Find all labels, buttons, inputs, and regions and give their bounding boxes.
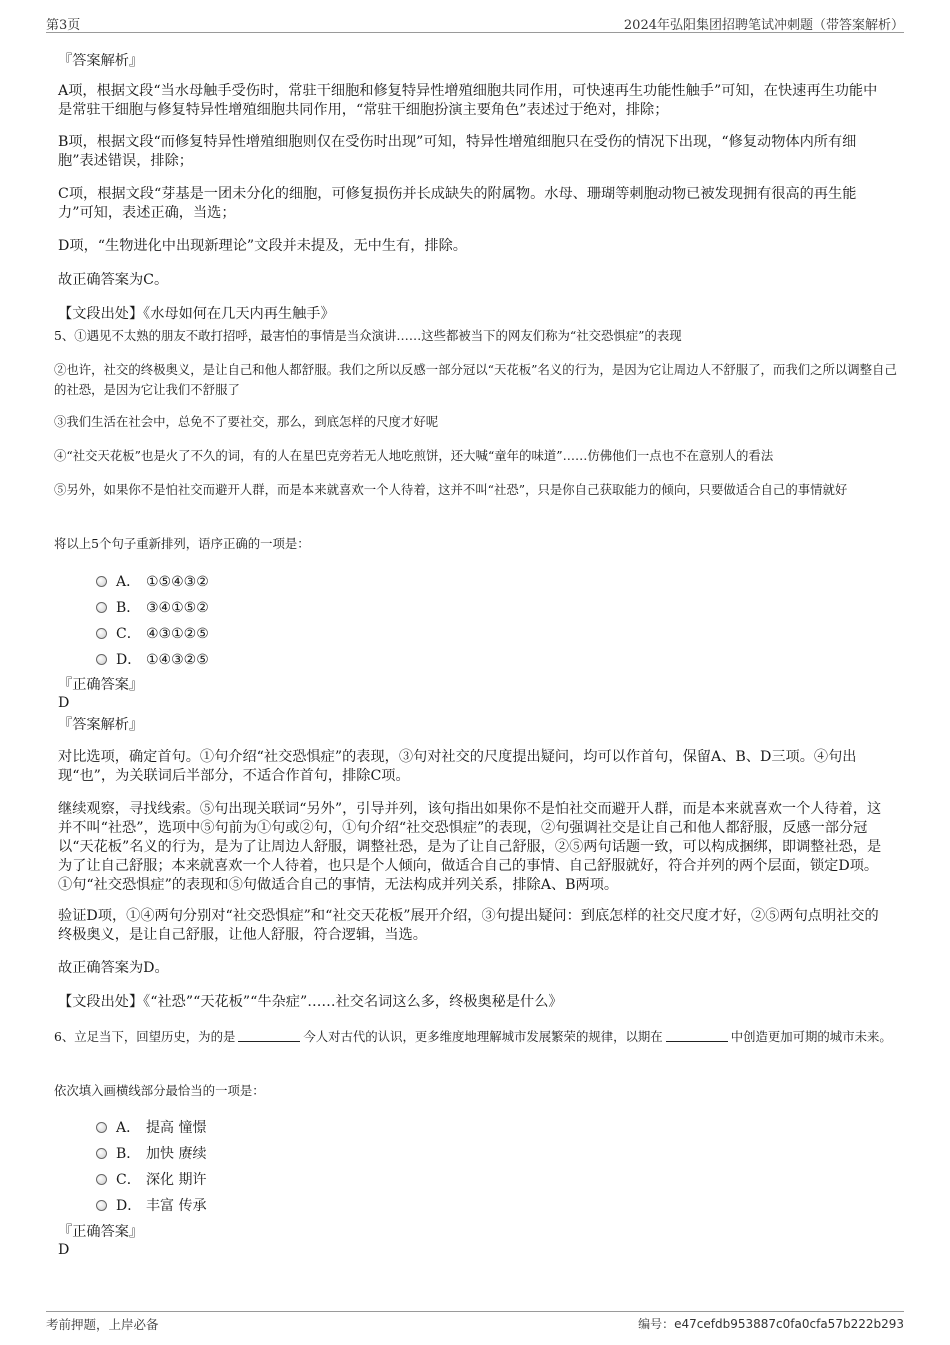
q5-analysis-para-2: 继续观察，寻找线索。⑤句出现关联词“另外”，引导并列，该句指出如果你不是怕社交而避开人群，而是本来就喜欢一个人待着，这并不叫“社恐”，选项中⑤句前为①句或②句，①句介绍“社交恐惧症”的表现，②句强调社交是让自己和他人都舒服，反感一部分冠以“天花板”名义的行为，是为了让周边人舒服，调整社恐，是为了让自己舒服，②⑤两句话题一致，可以构成捆绑，即调整社恐，是为了让自己舒服；本来就喜欢一个人待着，也只是个人倾向，做适合自己的事情、自己舒服就好，符合并列的两个层面，锁定D项。①句“社交恐惧症”的表现和⑤句做适合自己的事情，无法构成并列关系，排除A、B两项。: [58, 801, 882, 893]
q4-analysis-option-a: A项，根据文段“当水母触手受伤时，常驻干细胞和修复特异性增殖细胞共同作用，可快速再生功能性触手”可知，在快速再生功能中是常驻干细胞与修复特异性增殖细胞共同作用，“常驻干细胞扮演主要角色”表述过于绝对，排除；: [58, 83, 878, 118]
document-title: 2024年弘阳集团招聘笔试冲刺题（带答案解析）: [623, 18, 904, 33]
q5-option-c[interactable]: C． ④③①②⑤: [96, 623, 209, 643]
radio-circle-icon[interactable]: [96, 576, 107, 587]
q6-option-d[interactable]: D． 丰富 传承: [96, 1195, 206, 1215]
q4-analysis-option-c: C项，根据文段“芽基是一团未分化的细胞，可修复损伤并长成缺失的附属物。水母、珊瑚等刺胞动物已被发现拥有很高的再生能力”可知，表述正确，当选；: [58, 186, 857, 221]
page-number: 第3页: [46, 18, 81, 33]
q6-stem: 6、立足当下，回望历史，为的是 今人对古代的认识，更多维度地理解城市发展繁荣的规律，以期在 中创造更加可期的城市未来。: [54, 1029, 892, 1044]
q6-prompt: 依次填入画横线部分最恰当的一项是：: [54, 1083, 265, 1098]
q5-conclusion: 故正确答案为D。: [58, 960, 169, 976]
radio-circle-icon[interactable]: [96, 1174, 107, 1185]
q5-sentence-3: ③我们生活在社会中，总免不了要社交，那么，到底怎样的尺度才好呢: [54, 414, 439, 429]
radio-circle-icon[interactable]: [96, 1148, 107, 1159]
q4-analysis-option-d: D项，“生物进化中出现新理论”文段并未提及，无中生有，排除。: [58, 238, 467, 254]
q5-sentence-1: 5、①遇见不太熟的朋友不敢打招呼，最害怕的事情是当众演讲……这些都被当下的网友们称为“社交恐惧症”的表现: [54, 328, 682, 343]
fill-blank-1: [238, 1028, 300, 1042]
q5-sentence-4: ④“社交天花板”也是火了不久的词，有的人在星巴克旁若无人地吃煎饼，还大喊“童年的味道”……仿佛他们一点也不在意别人的看法: [54, 448, 774, 463]
q5-sentence-5: ⑤另外，如果你不是怕社交而避开人群，而是本来就喜欢一个人待着，这并不叫“社恐”，只是你自己获取能力的倾向，只要做适合自己的事情就好: [54, 482, 848, 497]
q5-sentence-2: ②也许，社交的终极奥义，是让自己和他人都舒服。我们之所以反感一部分冠以“天花板”名义的行为，是因为它让周边人不舒服了，而我们之所以调整自己的社恐，是因为它让我们不舒服了: [54, 362, 897, 397]
q6-answer-heading: 『正确答案』: [58, 1224, 144, 1240]
q5-answer-heading: 『正确答案』: [58, 677, 144, 693]
page-footer: [46, 1311, 904, 1332]
q6-option-c[interactable]: C． 深化 期许: [96, 1169, 206, 1189]
q6-option-b[interactable]: B． 加快 赓续: [96, 1143, 206, 1163]
q5-prompt: 将以上5个句子重新排列，语序正确的一项是：: [54, 536, 310, 551]
footer-slogan: 考前押题，上岸必备: [46, 1317, 159, 1332]
q5-answer: D: [58, 695, 70, 711]
q4-source: 【文段出处】《水母如何在几天内再生触手》: [58, 306, 335, 322]
q5-analysis-para-1: 对比选项，确定首句。①句介绍“社交恐惧症”的表现，③句对社交的尺度提出疑问，均可以作首句，保留A、B、D三项。④句出现“也”，为关联词后半部分，不适合作首句，排除C项。: [58, 749, 857, 784]
q6-answer: D: [58, 1242, 70, 1258]
radio-circle-icon[interactable]: [96, 602, 107, 613]
q5-option-b[interactable]: B． ③④①⑤②: [96, 597, 209, 617]
page-header: [46, 12, 904, 33]
q5-analysis-para-3: 验证D项，①④两句分别对“社交恐惧症”和“社交天花板”展开介绍，③句提出疑问：到底怎样的社交尺度才好，②⑤两句点明社交的终极奥义，是让自己舒服，让他人舒服，符合逻辑，当选。: [58, 908, 879, 943]
q4-analysis-heading: 『答案解析』: [58, 53, 144, 69]
q5-option-d[interactable]: D． ①④③②⑤: [96, 649, 209, 669]
radio-circle-icon[interactable]: [96, 654, 107, 665]
fill-blank-2: [666, 1028, 728, 1042]
q5-analysis-heading: 『答案解析』: [58, 717, 144, 733]
radio-circle-icon[interactable]: [96, 1122, 107, 1133]
radio-circle-icon[interactable]: [96, 1200, 107, 1211]
q4-analysis-option-b: B项，根据文段“而修复特异性增殖细胞则仅在受伤时出现”可知，特异性增殖细胞只在受伤的情况下出现，“修复动物体内所有细胞”表述错误，排除；: [58, 134, 857, 169]
q4-conclusion: 故正确答案为C。: [58, 272, 169, 288]
q5-option-a[interactable]: A． ①⑤④③②: [96, 571, 209, 591]
document-code: 编号：e47cefdb953887c0fa0cfa57b222b293: [638, 1317, 904, 1331]
q5-source: 【文段出处】《“社恐”“天花板”“牛杂症”……社交名词这么多，终极奥秘是什么》: [58, 994, 563, 1010]
radio-circle-icon[interactable]: [96, 628, 107, 639]
q6-option-a[interactable]: A． 提高 憧憬: [96, 1117, 206, 1137]
